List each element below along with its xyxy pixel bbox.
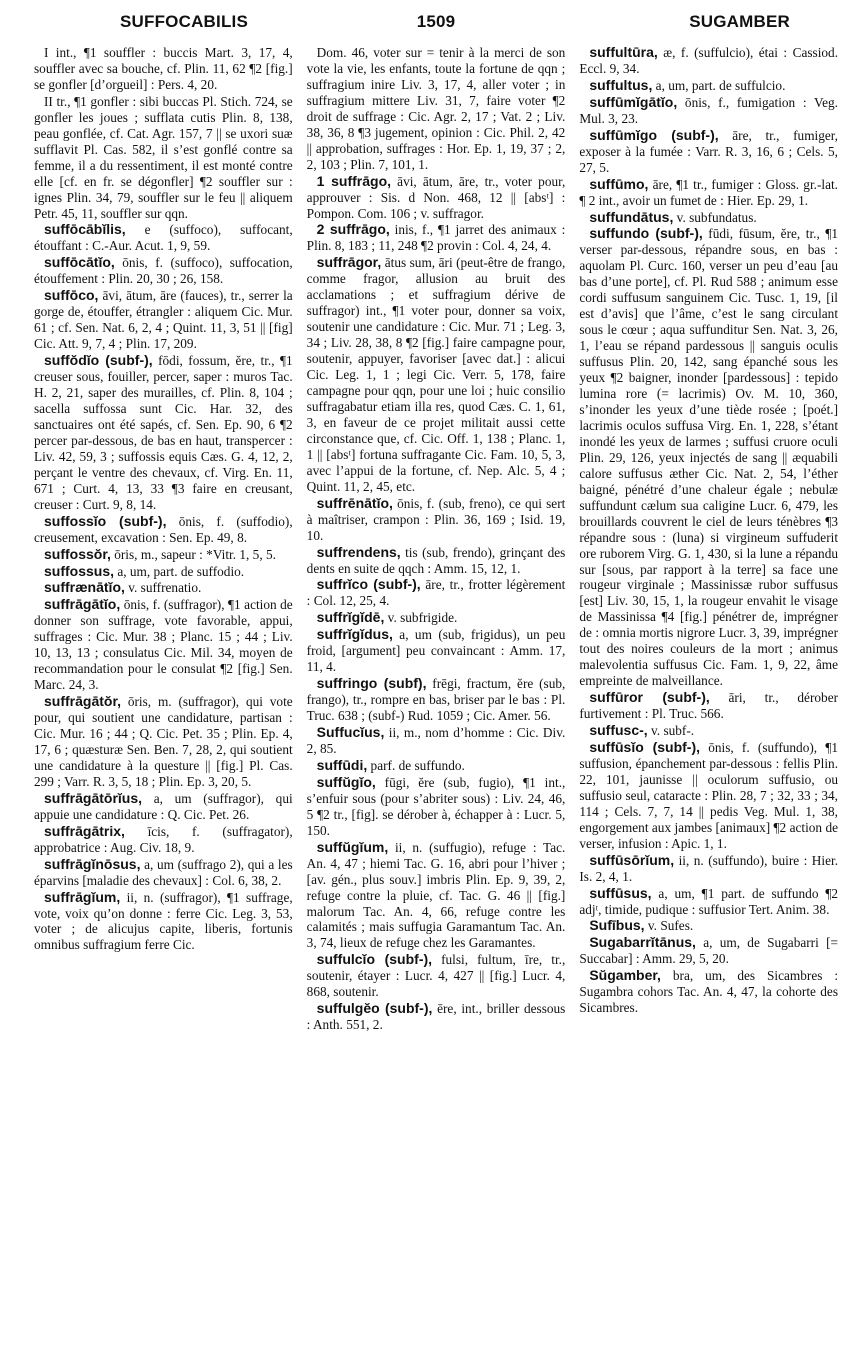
dictionary-entry (34, 823, 293, 856)
entry-definition: a, um (suffragor), qui appuie une candidature : Q. Cic. Pet. 26. (34, 790, 293, 822)
entry-definition: a, um, part. de suffulcio. (652, 77, 786, 93)
entry-headword: suffringo (subf), (316, 675, 427, 692)
dictionary-entry (34, 596, 293, 693)
entry-definition: ōnis, f. (sub, freno), ce qui sert à maîtriser, crampon : Plin. 36, 169 ; Isid. 19, 10. (306, 495, 566, 543)
entry-headword: suffrāgātĭo, (44, 596, 121, 613)
page-number: 1509 (416, 12, 456, 31)
entry-headword: Sufībus, (589, 917, 645, 934)
entry-headword: suffossŏr, (44, 545, 111, 562)
entry-definition: ii, n. (suffundo), buire : Hier. Is. 2, 4, 1. (579, 852, 839, 884)
entry-definition: v. suffrenatio. (124, 580, 202, 596)
entry-definition: bra, um, des Sicambres : Sugambra cohors Tac. An. 4, 47, la cohorte des Sicambres. (579, 968, 839, 1016)
dictionary-entry (579, 689, 838, 722)
dictionary-entry (579, 127, 838, 176)
entry-headword: suffrāgĭum, (44, 888, 121, 905)
entry-headword: suffrāgor, (316, 254, 382, 271)
entry-definition: Dom. 46, voter sur = tenir à la merci de son vote la vie, les enfants, toute la fortune de qqn ; suffragium inire Liv. 3, 17, 4, aller voter ; in suffragium mittere Liv. 31, 7, faire voter ¶2 droit de suffrage : Cic. Agr. 2, 17 ; Vat. 2 ; Liv. 38, 36, 8 ¶3 jugement, opinion : Cic. Phil. 2, 42 || approbation, suffrages : Hor. Ep. 1, 19, 37 ; 2, 2, 103 ; Plin. 7, 101, 1. (306, 45, 566, 172)
entry-headword: suffūmĭgo (subf-), (589, 126, 719, 143)
dictionary-entry (34, 563, 293, 580)
entry-definition: āvi, ātum, āre (fauces), tr., serrer la gorge de, étouffer, étrangler : aliquem Cic. Mur. 61 ; cf. Sen. Nat. 6, 2, 4 ; Quint. 11, 3, 51 || [fig] Cic. Att. 9, 7, 4 ; Plin. 17, 209. (34, 288, 293, 352)
entry-definition: II tr., ¶1 gonfler : sibi buccas Pl. Stich. 724, se gonfler les joues ; sufflata cutis Plin. 8, 138, peau gonflée, cf. Cat. Agr. 157, 7 || se uxori suæ sufflavit Pl. Cas. 582, il s’est gonflé contre sa femme, il a du ressentiment, il est monté contre elle [cf. en fr. se dégonfler] ¶2 souffler sur : ignes Plin. 34, 79, souffler sur le feu || aliquem Petr. 45, 11, souffler sur qqn. (34, 93, 293, 221)
entry-headword: suffŏdĭo (subf-), (44, 352, 153, 369)
entry-headword: suffultūra, (589, 44, 658, 60)
entry-headword: suffusc-, (589, 722, 648, 739)
dictionary-entry (307, 495, 566, 544)
entry-definition: v. subf-. (647, 723, 695, 739)
dictionary-entry (307, 221, 566, 254)
entry-headword: Sugabarrĭtānus, (589, 934, 696, 951)
dictionary-entry (34, 693, 293, 790)
entry-definition: frēgi, fractum, ĕre (sub, frango), tr., rompre en bas, briser par le bas : Pl. Truc. 638 ; (subf-) Rud. 1059 ; Cic. Amer. 56. (306, 676, 566, 724)
entry-definition: ōnis, f. (suffodio), creusement, excavation : Sen. Ep. 49, 8. (34, 513, 293, 545)
entry-headword: suffundātus, (589, 208, 674, 225)
entry-headword: suffrāgātrix, (44, 822, 125, 839)
entry-definition: v. subfrigide. (384, 610, 458, 626)
entry-definition: āri, tr., dérober furtivement : Pl. Truc. 566. (579, 690, 839, 722)
entry-headword: suffrĭco (subf-), (316, 576, 421, 593)
entry-definition: ii, n. (suffragor), ¶1 suffrage, vote, voix qu’on donne : ferre Cic. Leg. 3, 53, voter ; de alicujus capite, liberis, fortunis omnibus suffragium ferre Cic. (34, 889, 293, 953)
header-right-guideword: SUGAMBER (689, 12, 790, 31)
entry-headword: 1 suffrāgo, (316, 172, 392, 189)
entry-definition: āre, ¶1 tr., fumiger : Gloss. gr.-lat. ¶ 2 int., avoir un fumet de : Hier. Ep. 29, 1. (579, 176, 839, 208)
entry-headword: suffōco, (44, 287, 99, 304)
entry-definition: fōdi, fossum, ĕre, tr., ¶1 creuser sous, fouiller, percer, saper : muros Tac. H. 2, 21, saper des murailles, cf. Plin. 8, 104 ; sacella suffossa sunt Cic. Har. 32, des sanctuaires ont été sapés, cf. Sen. Ep. 90, 6 ¶2 percer par-dessous, de bas en haut, transpercer : Liv. 42, 59, 3 ; suffossis equis Cæs. G. 4, 12, 2, perçant le ventre des chevaux, cf. Virg. En. 11, 671 ; Curt. 4, 13, 33 ¶3 faire en creusant, creuser : Curt. 9, 8, 14. (34, 353, 293, 512)
entry-definition: tis (sub, frendo), grinçant des dents en suite de qqch : Amm. 15, 12, 1. (306, 544, 566, 576)
entry-headword: suffossus, (44, 562, 115, 579)
dictionary-entry (34, 546, 293, 563)
entry-headword: suffŭgĭo, (316, 773, 376, 790)
dictionary-entry (307, 173, 566, 222)
dictionary-entry (34, 513, 293, 546)
entry-headword: suffūmĭgātĭo, (589, 93, 678, 110)
dictionary-entry (579, 176, 838, 209)
entry-definition: ēre, int., briller dessous : Anth. 551, 2. (306, 1001, 566, 1033)
entry-headword: suffulcĭo (subf-), (316, 951, 433, 968)
entry-headword: suffūsus, (589, 884, 652, 901)
dictionary-entry (34, 93, 293, 222)
dictionary-entry (307, 626, 566, 675)
entry-definition: āre, tr., fumiger, exposer à la fumée : Varr. R. 3, 16, 6 ; Cels. 5, 27, 5. (579, 127, 839, 175)
dictionary-entry (579, 852, 838, 885)
column-2 (307, 44, 566, 1033)
dictionary-entry (307, 254, 566, 494)
entry-headword: suffrāgātŏr, (44, 693, 122, 710)
dictionary-entry (307, 609, 566, 626)
dictionary-entry (579, 44, 838, 77)
entry-definition: a, um, ¶1 part. de suffundo ¶2 adjᵗ, timide, pudique : suffusior Tert. Anim. 38. (579, 885, 839, 917)
dictionary-entry (579, 885, 838, 918)
entry-definition: a, um, de Sugabarri [= Succabar] : Amm. 29, 5, 20. (579, 935, 839, 967)
entry-definition: ōnis, f., fumigation : Veg. Mul. 3, 23. (579, 94, 839, 126)
entry-headword: Sŭgamber, (589, 967, 661, 984)
dictionary-entry (34, 44, 293, 93)
dictionary-entry (307, 44, 566, 173)
entry-definition: ōnis, f. (suffundo), ¶1 suffusion, épanchement par-dessous : fellis Plin. 22, 101, jaunisse || oculorum suffusio, ou suffusio seul, cataracte : Plin. 28, 7 ; 32, 33 ; 34, 114 ; Cels. 7, 7, 14 || pedis Veg. Mul. 1, 38, engorgement aux jambes [animaux] ¶2 action de verser, infusion : Apic. 1, 1. (579, 739, 839, 851)
dictionary-entry (307, 774, 566, 839)
entry-headword: suffulgĕo (subf-), (316, 1000, 433, 1017)
entry-definition: I int., ¶1 souffler : buccis Mart. 3, 17, 4, souffler avec sa bouche, cf. Plin. 11, 62 ¶2 [fig.] se gonfler [d’orgueil] : Pers. 4, 20. (34, 45, 293, 92)
dictionary-entry (307, 951, 566, 1000)
entry-definition: a, um, part. de suffodio. (114, 563, 245, 579)
column-3 (579, 44, 838, 1033)
dictionary-entry (307, 544, 566, 577)
entry-headword: suffūsĭo (subf-), (589, 738, 700, 755)
entry-definition: parf. de suffundo. (367, 757, 465, 773)
entry-headword: suffultus, (589, 76, 653, 93)
entry-definition: ii, m., nom d’homme : Cic. Div. 2, 85. (306, 725, 566, 756)
dictionary-entry (307, 1000, 566, 1033)
entry-definition: ii, n. (suffugio), refuge : Tac. An. 4, 47 ; hiemi Tac. G. 16, abri pour l’hiver ; [av. gén., plus souv.] imbris Plin. Ep. 9, 39, 2, refuge contre la pluie, cf. Tac. G. 46 || [fig.] malorum Tac. An. 4, 66, refuge contre les calamités ; mais suffugia Garamantum Tac. An. 3, 74, lieux de refuge chez les Garamantes. (306, 839, 566, 951)
dictionary-entry (579, 739, 838, 852)
dictionary-entry (34, 221, 293, 254)
page-header (34, 8, 838, 34)
dictionary-entry (34, 352, 293, 513)
entry-headword: suffūmo, (589, 175, 649, 192)
dictionary-entry (579, 934, 838, 967)
entry-definition: īcis, f. (suffragator), approbatrice : Aug. Civ. 18, 9. (34, 823, 293, 855)
columns (34, 44, 838, 1033)
column-1 (34, 44, 293, 1033)
dictionary-entry (579, 967, 838, 1016)
dictionary-entry (307, 839, 566, 952)
entry-definition: fūgi, ĕre (sub, fugio), ¶1 int., s’enfuir sous (pour s’abriter sous) : Liv. 24, 46, 5 ¶2 tr., [fig]. se dérober à, échapper à : Lucr. 5, 150. (306, 774, 566, 838)
entry-headword: suffŭgĭum, (316, 838, 389, 855)
dictionary-entry (579, 77, 838, 94)
entry-definition: v. subfundatus. (673, 209, 757, 225)
entry-definition: a, um (sub, frigidus), un peu froid, [argument] peu convaincant : Amm. 17, 11, 4. (306, 627, 566, 675)
entry-definition: ātus sum, āri (peut-être de frango, comme fragor, allusion au bruit des acclamations ; et suffragium dérive de suffragor) int., ¶1 voter pour, donner sa voix, soutenir une candidature : Cic. Mur. 71 ; Leg. 3, 34 ; Liv. 28, 38, 8 ¶2 [fig.] faire campagne pour, soutenir, appuyer, favoriser [avec dat.] : alicui Cic. Leg. 1, 1 ; legi Cic. Verr. 5, 178, faire campagne pour qqn, pour une loi ; huic consilio suffragabatur etiam illa res, quod Cæs. C. 1, 61, 3, en faveur de ce projet militait aussi cette circonstance que, cf. Cic. Off. 1, 138 ; Planc. 1, 1 || [absᵗ] fortuna suffragante Cic. Fam. 10, 5, 3, avec l’appui de la fortune, cf. Nep. Alc. 5, 4 ; Quint. 11, 2, 45, etc. (306, 255, 566, 494)
dictionary-entry (307, 675, 566, 724)
dictionary-entry (307, 724, 566, 757)
dictionary-entry (34, 254, 293, 287)
dictionary-entry (34, 790, 293, 823)
entry-definition: ōris, m. (suffragor), qui vote pour, qui soutient une candidature, partisan : Cic. Mur. 16 ; 44 ; Q. Cic. Pet. 35 ; Plin. Ep. 4, 17, 6 ; quæsturæ Sen. Ben. 7, 28, 2, qui soutient une candidature à la questure || [fig.] Pl. Cas. 299 ; Varr. R. 3, 5, 18 ; Plin. Ep. 3, 20, 5. (34, 694, 293, 789)
entry-headword: suffrænātĭo, (44, 579, 125, 596)
entry-headword: suffōcātĭo, (44, 254, 115, 271)
entry-definition: āre, tr., frotter légèrement : Col. 12, 25, 4. (306, 577, 566, 609)
entry-headword: suffrĭgĭdē, (316, 609, 385, 626)
entry-definition: inis, f., ¶1 jarret des animaux : Plin. 8, 183 ; 11, 248 ¶2 provin : Col. 4, 24, 4. (306, 222, 566, 254)
dictionary-entry (579, 722, 838, 739)
entry-headword: suffrĭgĭdus, (316, 626, 393, 643)
entry-headword: suffūror (subf-), (589, 689, 710, 706)
entry-headword: suffūsōrĭum, (589, 851, 675, 868)
entry-headword: suffōcābĭlis, (44, 221, 126, 238)
entry-definition: fulsi, fultum, īre, tr., soutenir, étayer : Lucr. 4, 427 || [fig.] Lucr. 4, 868, soutenir. (306, 952, 566, 1000)
entry-headword: suffrendens, (316, 543, 401, 560)
dictionary-entry (34, 579, 293, 596)
dictionary-entry (34, 856, 293, 889)
entry-definition: e (suffoco), suffocant, étouffant : C.-Aur. Acut. 1, 9, 59. (34, 222, 293, 254)
entry-definition: v. Sufes. (644, 918, 694, 934)
entry-definition: a, um (suffrago 2), qui a les éparvins [maladie des chevaux] : Col. 6, 38, 2. (34, 856, 293, 888)
entry-headword: suffrāgĭnōsus, (44, 855, 141, 872)
dictionary-entry (579, 225, 838, 689)
entry-definition: fūdi, fūsum, ĕre, tr., ¶1 verser par-dessous, répandre sous, en bas : aquolam Pl. Curc. 160, verser un peu d’eau [au bas d’une porte], cf. Pl. Rud 588 ; animum esse cordi suffusum sanguinem Cic. Tusc. 1, 19, [il est d’avis] que l’âme, c’est le sang circulant sous le cœur ; aqua suffunditur Sen. Nat. 3, 26, 1, l’eau se répand pardessous || sanguis oculis suffusus Plin. 20, 142, sang épanché sous les yeux ¶2 baigner, inonder [pardessous] : tepido lumina rore (= lacrimis) Ov. M. 10, 360, s’inonder les yeux d’une tiède rosée ; [poét.] lacrimis oculos suffusa Virg. En. 1, 228, s’étant inondé les yeux de larmes ; suffusi cruore oculi Plin. 29, 126, yeux injectés de sang || æquabili calore suffusus æther Cic. Nat. 2, 54, l’éther baigné, pénétré d’une chaleur égale ; nebulæ suffundunt cælum sua caligine Lucr. 6, 479, les brouillards couvrent le ciel de leurs ténèbres ¶3 répandre sous : (luna) si virgineum suffuderit ore ruborem Virg. G. 1, 430, si la lune a répandu sur [sous, par rapport à la terre] sa face une rougeur virginale ; Massinissæ rubor suffusus [est] Liv. 30, 15, 1, la rougeur envahit le visage de Massinissa ¶4 [fig.] pénétrer de, imprégner de : omnia mortis nigrore Lucr. 3, 39, imprégner tout des noires couleurs de la mort ; animus malevolentia suffusus Cic. Fam. 1, 9, 22, âme empreinte de malveillance. (579, 226, 839, 689)
entry-definition: ōnis, f. (suffoco), suffocation, étouffement : Plin. 20, 30 ; 26, 158. (34, 255, 293, 287)
entry-definition: ōnis, f. (suffragor), ¶1 action de donner son suffrage, vote favorable, appui, suffrages : Cic. Mur. 38 ; Planc. 15 ; 44 ; Liv. 10, 13, 13 ; consulatus Cic. Mil. 34, moyen de recommandation pour le consulat ¶2 [fig.] Sen. Marc. 24, 3. (34, 597, 293, 693)
entry-headword: suffūdi, (316, 756, 368, 773)
entry-definition: ōris, m., sapeur : *Vitr. 1, 5, 5. (110, 546, 276, 562)
entry-headword: suffrāgātōrĭus, (44, 789, 143, 806)
dictionary-entry (579, 917, 838, 934)
dictionary-entry (307, 576, 566, 609)
dictionary-entry (34, 889, 293, 954)
entry-headword: suffundo (subf-), (589, 225, 703, 242)
entry-headword: Suffucĭus, (316, 724, 385, 741)
entry-definition: æ, f. (suffulcio), étai : Cassiod. Eccl. 9, 34. (579, 45, 839, 76)
dictionary-entry (579, 94, 838, 127)
entry-headword: 2 suffrāgo, (316, 221, 390, 238)
dictionary-entry (34, 287, 293, 352)
dictionary-entry (579, 209, 838, 226)
entry-headword: suffossĭo (subf-), (44, 512, 167, 529)
entry-headword: suffrēnātĭo, (316, 494, 393, 511)
entry-definition: āvi, ātum, āre, tr., voter pour, approuver : Sis. d Non. 468, 12 || [absᵗ] : Pompon. Com. 106 ; v. suffragor. (306, 173, 566, 221)
header-left-guideword: SUFFOCABILIS (120, 12, 249, 31)
dictionary-entry (307, 757, 566, 774)
